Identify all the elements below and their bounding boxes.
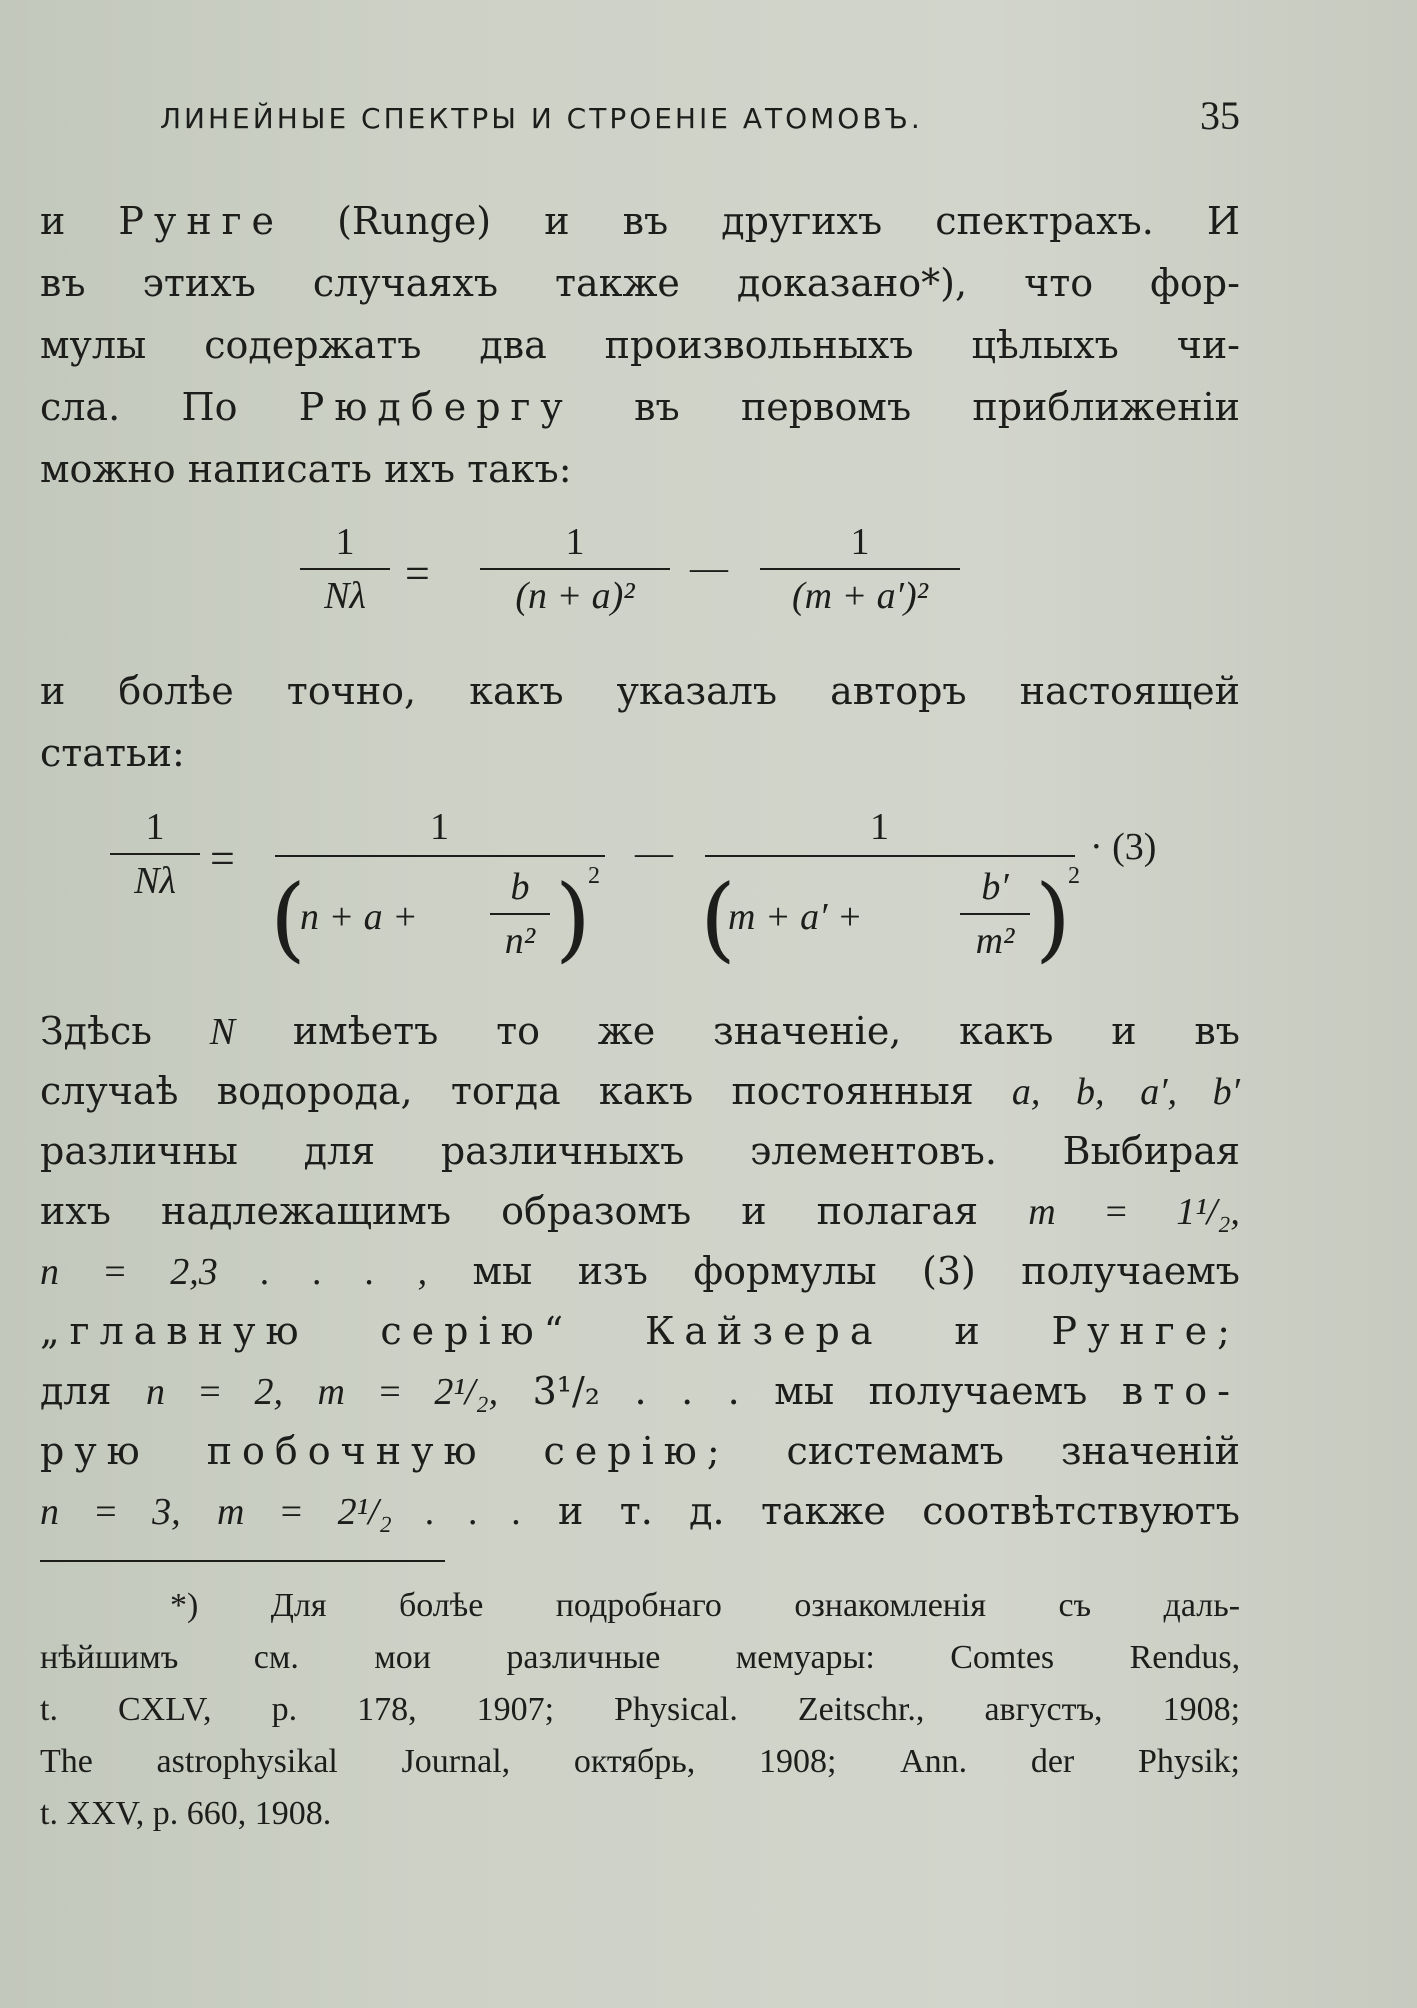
footnote-line: t. CXLV, p. 178, 1907; Physical. Zeitschr., августъ, 1908; [40,1691,1241,1728]
page-header [160,92,1240,142]
left-paren: ( [270,865,306,972]
formula-2: 1 Nλ = 1 ( n + a + b n² ) 2 — 1 ( m + a′ + b′ m² ) 2 · (3) [0,805,1417,985]
text-line: и Рунге (Runge) и въ другихъ спектрахъ. И [40,199,1240,243]
text-line: Здѣсь N имѣетъ то же значеніе, какъ и въ [40,1009,1240,1053]
text-line: рую побочную серію; системамъ значеній [40,1429,1240,1473]
text-line: можно написать ихъ такъ: [40,447,572,491]
fraction: b n² [490,865,550,963]
text-line: мулы содержатъ два произвольныхъ цѣлыхъ чи- [40,323,1240,367]
text-line: для n = 2, m = 2¹/₂, 3¹/₂ . . . мы получаемъ вто- [40,1369,1240,1413]
text-line: различны для различныхъ элементовъ. Выбирая [40,1129,1240,1173]
text-line: n = 2,3 . . . , мы изъ формулы (3) получаемъ [40,1249,1240,1293]
footnote-rule [40,1560,445,1562]
fraction: b′ m² [960,865,1030,963]
text-line: сла. По Рюдбергу въ первомъ приближеніи [40,385,1240,429]
fraction: 1 Nλ [300,520,390,618]
text-line: и болѣе точно, какъ указалъ авторъ настоящей [40,669,1240,713]
fraction: 1 (m + a′)² [760,520,960,618]
text-line: случаѣ водорода, тогда какъ постоянныя a, b, a′, b′ [40,1069,1240,1113]
formula-1: 1 Nλ = 1 (n + a)² — 1 (m + a′)² [0,520,1417,640]
right-paren: ) [555,865,591,972]
fraction: 1 (n + a)² [480,520,670,618]
fraction: 1 Nλ [110,805,200,903]
fraction-bar [705,855,1075,857]
running-title: ЛИНЕЙНЫЕ СПЕКТРЫ И СТРОЕНІЕ АТОМОВЪ. [160,102,923,135]
footnote-line: The astrophysikal Journal, октябрь, 1908; Ann. der Physik; [40,1743,1240,1780]
left-paren: ( [700,865,736,972]
footnote-line: *) Для болѣе подробнаго ознакомленія съ даль- [170,1587,1241,1624]
text-line: n = 3, m = 2¹/₂ . . . и т. д. также соотвѣтствуютъ [40,1489,1240,1533]
text-line: ихъ надлежащимъ образомъ и полагая m = 1¹/₂, [40,1189,1240,1233]
equation-number: · (3) [1090,826,1157,868]
fraction-bar [275,855,605,857]
text-line: „главную серію“ Кайзера и Рунге; [40,1309,1240,1353]
right-paren: ) [1035,865,1071,972]
text-line: статьи: [40,731,185,775]
footnote-line: нѣйшимъ см. мои различные мемуары: Comtes Rendus, [40,1639,1241,1676]
page-number: 35 [1200,93,1240,138]
footnote-line: t. XXV, p. 660, 1908. [40,1795,332,1832]
text-line: въ этихъ случаяхъ также доказано*), что фор- [40,261,1240,305]
